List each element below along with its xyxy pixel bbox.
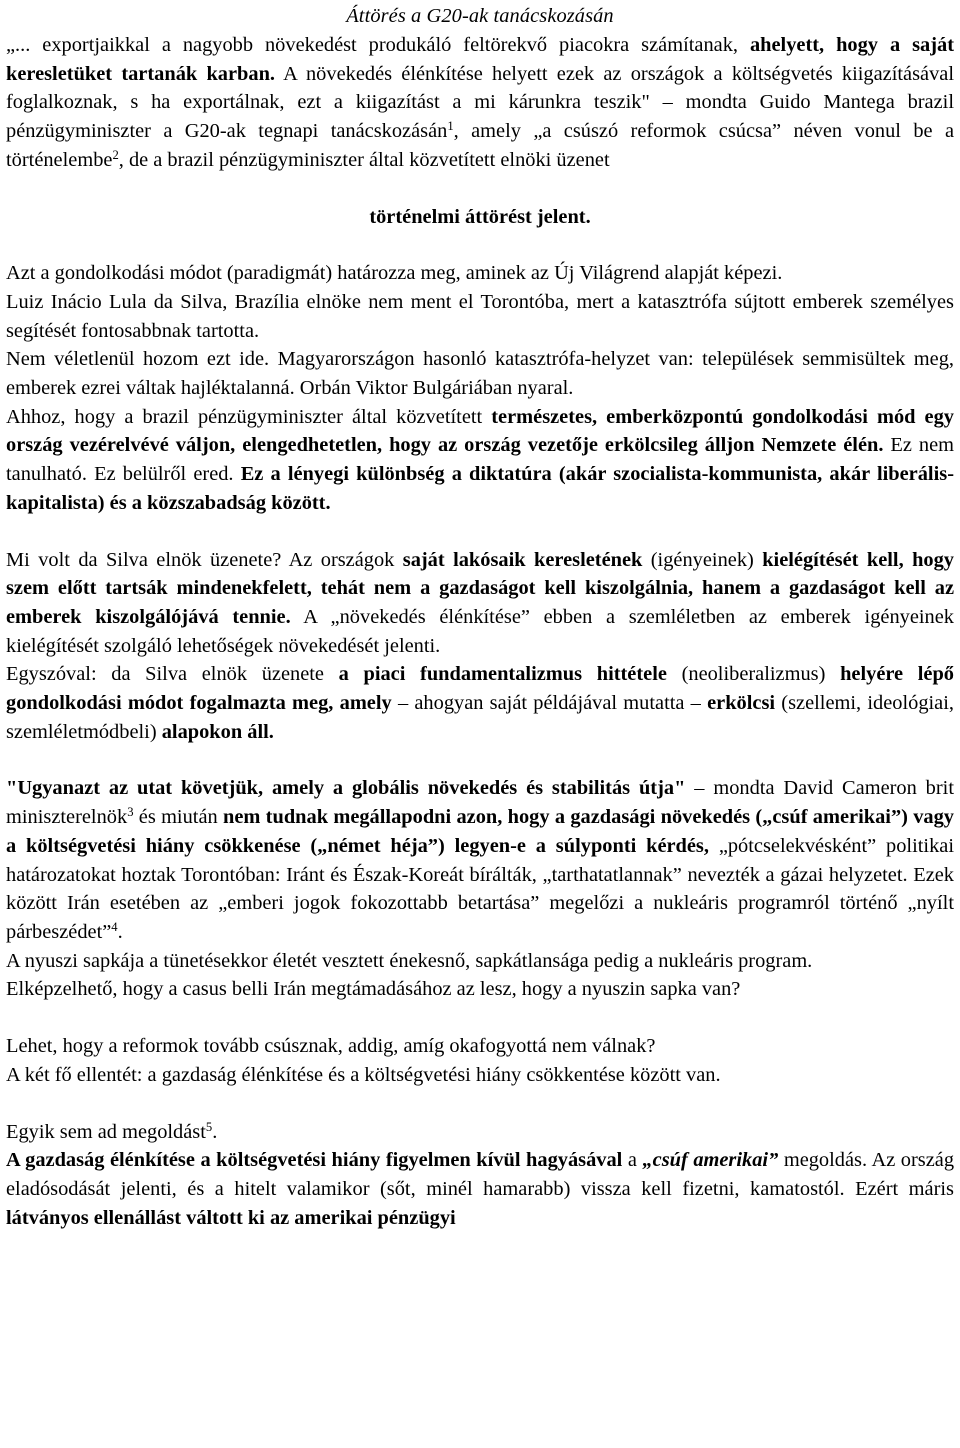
paragraph	[6, 403, 954, 518]
footnote-ref: 4	[111, 920, 118, 935]
footnote-ref: 2	[112, 147, 119, 162]
paragraph-gap	[6, 1090, 954, 1118]
bold-run: nem tudnak megállapodni azon, hogy a gazdasági növekedés („csúf amerikai”) vagy a költségvetési hiány csökkenése („német héja”) legyen-e a súlyponti kérdés,	[6, 806, 955, 857]
paragraph	[6, 1146, 954, 1232]
paragraph	[6, 1032, 954, 1061]
bold-italic-run	[642, 1149, 778, 1171]
text-run: (szellemi, ideológiai, szemléletmódbeli)	[6, 692, 954, 743]
bold-run: saját lakósaik keresletének	[402, 548, 643, 571]
text-run: Egyszóval: da Silva elnök üzenete	[6, 663, 339, 686]
text-run: – ahogyan saját példájával mutatta –	[391, 692, 708, 715]
paragraph	[6, 546, 954, 661]
bold-run: természetes, emberközpontú gondolkodási mód egy ország vezérelvévé váljon, elengedhetetlen, hogy az ország vezetője erkölcsileg álljon Nemzete élén.	[6, 405, 954, 457]
footnote-ref: 3	[127, 805, 134, 820]
paragraph-gap	[6, 746, 954, 774]
paragraph	[6, 1061, 954, 1090]
paragraph	[6, 975, 954, 1004]
text-run: Luiz Inácio Lula da Silva, Brazília elnöke nem ment el Torontóba, mert a katasztrófa sújtott emberek személyes segítését fontosabbnak tartotta.	[6, 290, 954, 342]
text-run: A két fő ellentét: a gazdaság élénkítése és a költségvetési hiány csökkentése között van.	[6, 1063, 721, 1086]
centered-statement	[6, 203, 954, 232]
paragraph	[6, 774, 954, 946]
text-run: megoldás. Az ország eladósodását jelenti, és a hitelt valamikor (sőt, minél hamarabb) vissza kell fizetni, kamatostól. Ezért máris	[6, 1149, 955, 1200]
footnote-ref: 5	[205, 1119, 213, 1134]
paragraph	[6, 345, 954, 402]
paragraph	[6, 259, 954, 288]
paragraph-gap	[6, 175, 954, 203]
bold-run: ahelyett, hogy a saját keresletüket tartanák karban.	[6, 34, 955, 85]
bold-run: látványos ellenállást váltott ki az amerikai pénzügyi	[6, 1206, 456, 1229]
text-run: , amely „a csúszó reformok csúcsa” néven vonul be a történelembe	[6, 120, 955, 171]
paragraph	[6, 1118, 954, 1147]
bold-run: történelmi áttörést jelent.	[369, 205, 591, 228]
text-run: , de a brazil pénzügyminiszter által közvetített elnöki üzenet	[118, 148, 610, 171]
bold-run: helyére lépő gondolkodási módot fogalmazta meg, amely	[6, 663, 955, 715]
text-run: Ahhoz, hogy a brazil pénzügyminiszter által közvetített	[6, 405, 492, 428]
text-run: A nyuszi sapkája a tünetésekkor életét vesztett énekesnő, sapkátlansága pedig a nukleáris program.	[6, 949, 813, 972]
text-run: (igényeinek)	[642, 548, 763, 571]
text-run: – mondta David Cameron brit miniszterelnök	[6, 777, 954, 829]
document-title: Áttörés a G20-ak tanácskozásán	[346, 5, 614, 27]
text-run: A „növekedés élénkítése” ebben a szemléletben az emberek igényeinek kielégítését szolgáló lehetőségek növekedését jelenti.	[6, 605, 954, 657]
bold-run: a piaci fundamentalizmus hittétele	[338, 663, 667, 686]
paragraph	[6, 947, 954, 976]
footnote-ref: 1	[447, 119, 454, 134]
text-run: (neoliberalizmus)	[666, 663, 841, 686]
text-run: Egyik sem ad megoldást	[6, 1120, 206, 1143]
text-run: Nem véletlenül hozom ezt ide. Magyarországon hasonló katasztrófa-helyzet van: települések semmisültek meg, emberek ezrei váltak hajléktalanná. Orbán Viktor Bulgáriában nyaral.	[6, 348, 954, 400]
text-run: „csúf amerikai”	[642, 1149, 779, 1172]
paragraph	[6, 31, 954, 175]
paragraph-gap	[6, 1004, 954, 1032]
text-run: Ez nem tanulható. Ez belülről ered.	[6, 434, 954, 486]
paragraph-gap	[6, 231, 954, 259]
text-run: „... exportjaikkal a nagyobb növekedést produkáló feltörekvő piacokra számítanak,	[6, 34, 750, 56]
text-run: Lehet, hogy a reformok tovább csúsznak, addig, amíg okafogyottá nem válnak?	[6, 1035, 656, 1058]
text-run: a	[622, 1149, 643, 1172]
text-run: „pótcselekvésként” politikai határozatokat hoztak Torontóban: Iránt és Észak-Koreát bírálták, „tarthatatlannak” nevezték a gázai helyzetet. Ezek között Irán esetében az „emberi jogok fokozottabb betartása” megelőzi a nukleáris programról történő „nyílt párbeszédet”	[6, 834, 954, 943]
text-run: .	[212, 1120, 218, 1143]
bold-run: alapokon áll.	[161, 720, 274, 743]
text-run: Mi volt da Silva elnök üzenete? Az országok	[6, 548, 403, 571]
text-run: A növekedés élénkítése helyett ezek az országok a költségvetés kiigazításával foglalkoznak, s ha exportálnak, ezt a kiigazítást a mi kárunkra teszik" – mondta Guido Mantega brazil pénzügyminiszter a G20-ak tegnapi tanácskozásán	[6, 62, 954, 143]
bold-run: erkölcsi	[707, 692, 776, 715]
bold-run: "Ugyanazt az utat követjük, amely a globális növekedés és stabilitás útja"	[6, 777, 686, 800]
paragraph	[6, 288, 954, 345]
paragraph-gap	[6, 518, 954, 546]
bold-run: A gazdaság élénkítése a költségvetési hiány figyelmen kívül hagyásával	[6, 1149, 623, 1172]
text-run: és miután	[133, 806, 224, 829]
paragraph	[6, 660, 954, 746]
document-body	[6, 31, 954, 1232]
bold-run: kielégítését kell, hogy szem előtt tartsák mindenekfelett, tehát nem a gazdaságot kell kiszolgálnia, hanem a gazdaságot kell az emberek kiszolgálójává tennie.	[6, 548, 954, 628]
text-run: Elképzelhető, hogy a casus belli Irán megtámadásához az lesz, hogy a nyuszin sapka van?	[6, 978, 741, 1001]
bold-run: Ez a lényegi különbség a diktatúra (akár szocialista-kommunista, akár liberális-kapitalista) és a közszabadság között.	[6, 463, 954, 514]
text-run: .	[117, 920, 123, 943]
text-run: Azt a gondolkodási módot (paradigmát) határozza meg, aminek az Új Világrend alapját képezi.	[6, 262, 783, 285]
